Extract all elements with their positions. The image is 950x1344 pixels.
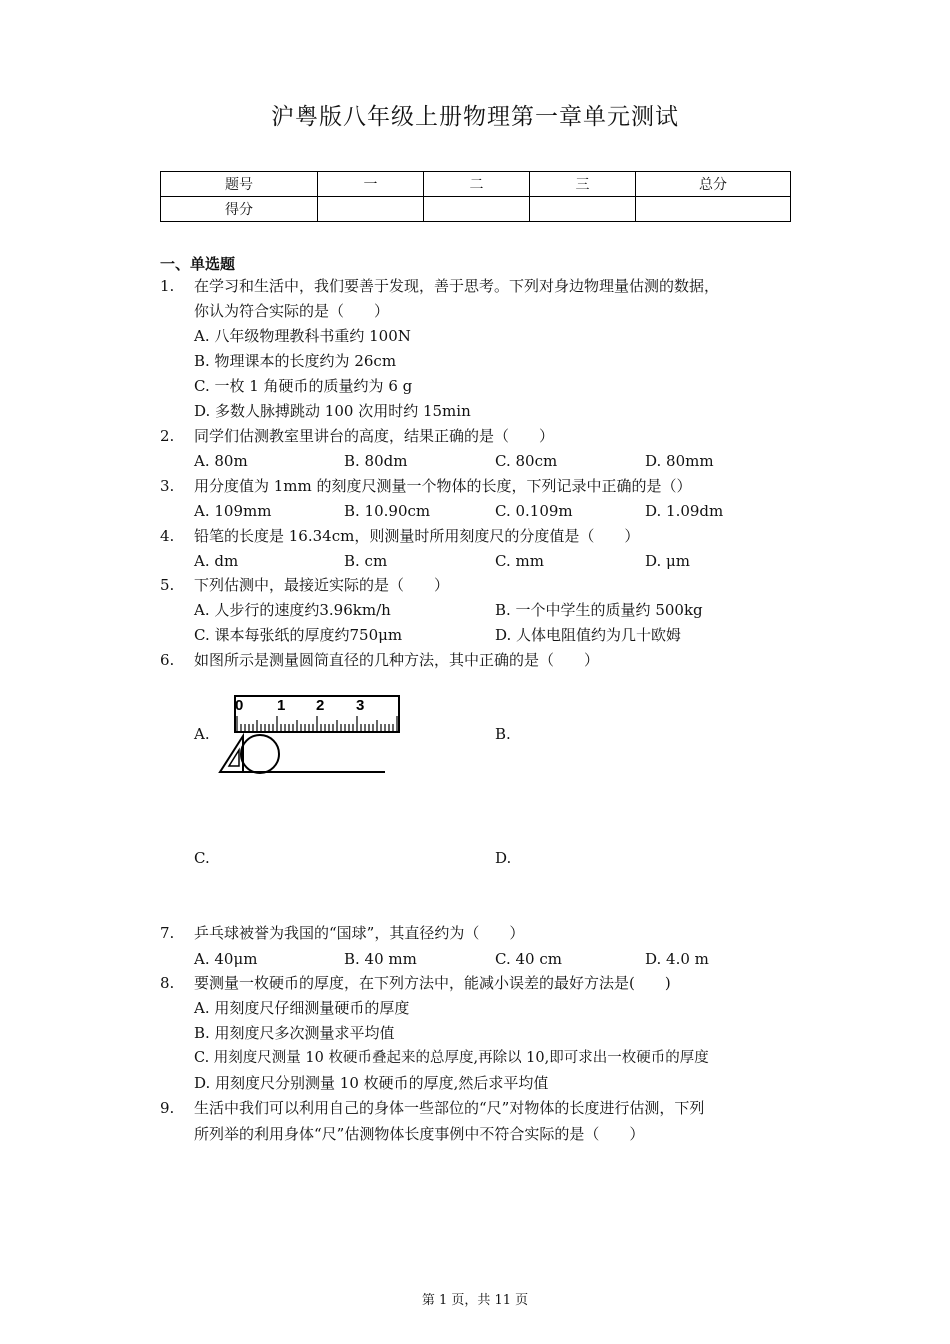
question-text: 铅笔的长度是 16.34cm，则测量时所用刻度尺的分度值是（ ） bbox=[194, 527, 640, 545]
option: B. 一个中学生的质量约 500kg bbox=[495, 601, 703, 619]
option: D. 人体电阻值约为几十欧姆 bbox=[495, 626, 682, 644]
question-text: 在学习和生活中，我们要善于发现，善于思考。下列对身边物理量估测的数据， bbox=[194, 277, 720, 295]
ruler-diagram bbox=[215, 690, 405, 775]
option: A. 用刻度尺仔细测量硬币的厚度 bbox=[194, 999, 410, 1017]
option: D. 用刻度尺分别测量 10 枚硬币的厚度,然后求平均值 bbox=[194, 1074, 549, 1092]
score-header-cell: 总分 bbox=[636, 172, 791, 197]
option: D. μm bbox=[645, 552, 690, 570]
question-number: 2. bbox=[160, 427, 175, 445]
option: C. 一枚 1 角硬币的质量约为 6 g bbox=[194, 377, 413, 395]
option: B. 80dm bbox=[344, 452, 408, 470]
score-header-cell: 一 bbox=[318, 172, 424, 197]
question-text: 同学们估测教室里讲台的高度，结果正确的是（ ） bbox=[194, 427, 555, 445]
option: B. cm bbox=[344, 552, 388, 570]
question-text: 用分度值为 1mm 的刻度尺测量一个物体的长度，下列记录中正确的是（） bbox=[194, 477, 692, 495]
option: C. 用刻度尺测量 10 枚硬币叠起来的总厚度,再除以 10,即可求出一枚硬币的厚度 bbox=[194, 1050, 709, 1066]
score-header-cell: 三 bbox=[530, 172, 636, 197]
score-cell bbox=[530, 197, 636, 222]
score-header-row bbox=[161, 172, 791, 197]
score-cell bbox=[318, 197, 424, 222]
score-value-row bbox=[161, 197, 791, 222]
score-header-cell: 题号 bbox=[161, 172, 318, 197]
option: D. 4.0 m bbox=[645, 950, 709, 968]
ruler-ticks bbox=[237, 716, 397, 732]
option: A. 八年级物理教科书重约 100N bbox=[194, 327, 411, 345]
section-heading: 一、单选题 bbox=[160, 255, 236, 273]
set-square-inner-shape bbox=[229, 750, 239, 766]
question-text: 所列举的利用身体“尺”估测物体长度事例中不符合实际的是（ ） bbox=[194, 1125, 645, 1143]
ruler-tick-label: 2 bbox=[316, 697, 325, 714]
option: A. 80m bbox=[194, 452, 248, 470]
option: A. 109mm bbox=[194, 502, 272, 520]
option: D. 1.09dm bbox=[645, 502, 724, 520]
ruler-tick-label: 1 bbox=[277, 697, 286, 714]
question-text: 下列估测中，最接近实际的是（ ） bbox=[194, 576, 450, 594]
question-text: 你认为符合实际的是（ ） bbox=[194, 302, 390, 320]
question-number: 9. bbox=[160, 1099, 175, 1117]
option: C. bbox=[194, 849, 210, 867]
option: A. 人步行的速度约3.96km/h bbox=[194, 601, 391, 619]
option: C. 0.109m bbox=[495, 502, 573, 520]
option: B. 10.90cm bbox=[344, 502, 431, 520]
score-header-cell: 二 bbox=[424, 172, 530, 197]
document-title: 沪粤版八年级上册物理第一章单元测试 bbox=[271, 104, 679, 130]
score-cell bbox=[636, 197, 791, 222]
option: A. 40μm bbox=[194, 950, 258, 968]
question-number: 1. bbox=[160, 277, 175, 295]
question-number: 7. bbox=[160, 924, 175, 942]
ruler-tick-label: 3 bbox=[356, 697, 365, 714]
option: C. 课本每张纸的厚度约750μm bbox=[194, 626, 403, 644]
question-number: 6. bbox=[160, 651, 175, 669]
option: C. 40 cm bbox=[495, 950, 562, 968]
option: B. 物理课本的长度约为 26cm bbox=[194, 352, 397, 370]
option: D. 80mm bbox=[645, 452, 714, 470]
option: A. bbox=[194, 725, 210, 743]
option: A. dm bbox=[194, 552, 239, 570]
score-table bbox=[160, 171, 791, 222]
question-number: 3. bbox=[160, 477, 175, 495]
option: C. mm bbox=[495, 552, 544, 570]
option: D. bbox=[495, 849, 512, 867]
page-footer: 第 1 页，共 11 页 bbox=[421, 1293, 529, 1308]
question-number: 8. bbox=[160, 974, 175, 992]
question-text: 要测量一枚硬币的厚度，在下列方法中，能减小误差的最好方法是( ) bbox=[194, 974, 671, 992]
question-number: 4. bbox=[160, 527, 175, 545]
cylinder-cross-section bbox=[241, 735, 279, 773]
question-text: 乒乓球被誉为我国的“国球”，其直径约为（ ） bbox=[194, 924, 525, 942]
option: B. 40 mm bbox=[344, 950, 417, 968]
question-text: 如图所示是测量圆筒直径的几种方法，其中正确的是（ ） bbox=[194, 651, 600, 669]
score-cell bbox=[424, 197, 530, 222]
option: B. bbox=[495, 725, 511, 743]
score-row-label: 得分 bbox=[161, 197, 318, 222]
option: D. 多数人脉搏跳动 100 次用时约 15min bbox=[194, 402, 471, 420]
ruler-tick-label: 0 bbox=[235, 697, 244, 714]
question-number: 5. bbox=[160, 576, 175, 594]
option: B. 用刻度尺多次测量求平均值 bbox=[194, 1024, 395, 1042]
option: C. 80cm bbox=[495, 452, 558, 470]
question-text: 生活中我们可以利用自己的身体一些部位的“尺”对物体的长度进行估测，下列 bbox=[194, 1099, 705, 1117]
